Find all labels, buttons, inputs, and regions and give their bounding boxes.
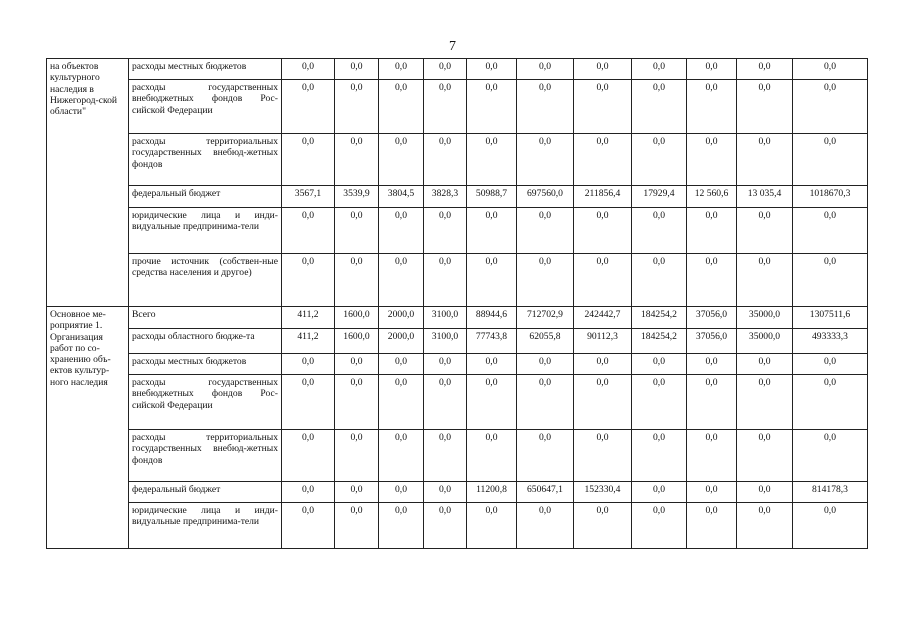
value-cell: 0,0 (687, 430, 737, 482)
value-cell: 0,0 (793, 134, 868, 186)
value-cell: 0,0 (687, 59, 737, 80)
value-cell: 0,0 (335, 80, 379, 134)
funding-source-cell: юридические лица и инди-видуальные предпринима-тели (129, 503, 282, 549)
value-cell: 0,0 (379, 354, 424, 375)
value-cell: 0,0 (793, 375, 868, 430)
value-cell: 2000,0 (379, 307, 424, 329)
table-body (47, 59, 868, 549)
value-cell: 0,0 (793, 430, 868, 482)
value-cell: 0,0 (424, 59, 467, 80)
value-cell: 3828,3 (424, 186, 467, 208)
value-cell: 0,0 (737, 375, 793, 430)
value-cell: 411,2 (282, 307, 335, 329)
value-cell: 0,0 (574, 354, 632, 375)
value-cell: 35000,0 (737, 329, 793, 354)
value-cell: 0,0 (687, 208, 737, 254)
table-row (47, 375, 868, 430)
funding-source-cell: прочие источник (собствен-ные средства населения и другое) (129, 254, 282, 307)
funding-source-cell: федеральный бюджет (129, 482, 282, 503)
value-cell: 11200,8 (467, 482, 517, 503)
value-cell: 1018670,3 (793, 186, 868, 208)
value-cell: 0,0 (517, 254, 574, 307)
value-cell: 3804,5 (379, 186, 424, 208)
value-cell: 1600,0 (335, 307, 379, 329)
value-cell: 0,0 (424, 80, 467, 134)
value-cell: 0,0 (574, 375, 632, 430)
value-cell: 0,0 (467, 208, 517, 254)
activity-name-cell: на объектов культурного наследия в Нижегород-ской области" (47, 59, 129, 307)
value-cell: 0,0 (424, 375, 467, 430)
value-cell: 0,0 (467, 254, 517, 307)
value-cell: 0,0 (737, 482, 793, 503)
value-cell: 697560,0 (517, 186, 574, 208)
value-cell: 0,0 (282, 208, 335, 254)
funding-source-cell: расходы государственных внебюджетных фондов Рос-сийской Федерации (129, 375, 282, 430)
value-cell: 0,0 (574, 134, 632, 186)
value-cell: 184254,2 (632, 307, 687, 329)
table-row (47, 307, 868, 329)
value-cell: 0,0 (517, 503, 574, 549)
value-cell: 0,0 (632, 208, 687, 254)
value-cell: 0,0 (793, 59, 868, 80)
value-cell: 0,0 (424, 430, 467, 482)
funding-source-cell: юридические лица и инди-видуальные предпринима-тели (129, 208, 282, 254)
value-cell: 0,0 (737, 134, 793, 186)
value-cell: 0,0 (632, 354, 687, 375)
value-cell: 0,0 (737, 254, 793, 307)
value-cell: 0,0 (335, 254, 379, 307)
value-cell: 0,0 (687, 375, 737, 430)
value-cell: 0,0 (517, 430, 574, 482)
table-row (47, 503, 868, 549)
value-cell: 0,0 (467, 375, 517, 430)
value-cell: 0,0 (282, 354, 335, 375)
value-cell: 0,0 (282, 59, 335, 80)
value-cell: 411,2 (282, 329, 335, 354)
value-cell: 17929,4 (632, 186, 687, 208)
value-cell: 0,0 (632, 59, 687, 80)
value-cell: 0,0 (687, 503, 737, 549)
value-cell: 0,0 (335, 430, 379, 482)
value-cell: 0,0 (793, 503, 868, 549)
value-cell: 0,0 (687, 80, 737, 134)
value-cell: 0,0 (282, 254, 335, 307)
funding-source-cell: расходы местных бюджетов (129, 59, 282, 80)
value-cell: 152330,4 (574, 482, 632, 503)
value-cell: 0,0 (737, 503, 793, 549)
value-cell: 0,0 (737, 59, 793, 80)
table-row (47, 186, 868, 208)
table-row (47, 329, 868, 354)
value-cell: 211856,4 (574, 186, 632, 208)
value-cell: 0,0 (632, 482, 687, 503)
value-cell: 0,0 (687, 354, 737, 375)
table-row (47, 59, 868, 80)
value-cell: 0,0 (574, 430, 632, 482)
value-cell: 184254,2 (632, 329, 687, 354)
value-cell: 0,0 (282, 80, 335, 134)
value-cell: 493333,3 (793, 329, 868, 354)
value-cell: 0,0 (632, 430, 687, 482)
page-number: 7 (449, 39, 456, 54)
value-cell: 242442,7 (574, 307, 632, 329)
value-cell: 0,0 (424, 208, 467, 254)
value-cell: 1600,0 (335, 329, 379, 354)
value-cell: 0,0 (379, 375, 424, 430)
value-cell: 0,0 (687, 254, 737, 307)
value-cell: 0,0 (467, 503, 517, 549)
value-cell: 0,0 (379, 254, 424, 307)
funding-source-cell: расходы территориальных государственных внебюд-жетных фондов (129, 134, 282, 186)
table-row (47, 430, 868, 482)
value-cell: 0,0 (282, 134, 335, 186)
value-cell: 1307511,6 (793, 307, 868, 329)
table-row (47, 482, 868, 503)
value-cell: 0,0 (335, 134, 379, 186)
table-row (47, 354, 868, 375)
value-cell: 650647,1 (517, 482, 574, 503)
value-cell: 0,0 (793, 354, 868, 375)
value-cell: 0,0 (282, 503, 335, 549)
value-cell: 814178,3 (793, 482, 868, 503)
value-cell: 0,0 (379, 503, 424, 549)
value-cell: 0,0 (335, 59, 379, 80)
value-cell: 0,0 (424, 503, 467, 549)
value-cell: 712702,9 (517, 307, 574, 329)
value-cell: 62055,8 (517, 329, 574, 354)
value-cell: 0,0 (632, 375, 687, 430)
value-cell: 88944,6 (467, 307, 517, 329)
value-cell: 0,0 (517, 80, 574, 134)
value-cell: 0,0 (737, 430, 793, 482)
value-cell: 2000,0 (379, 329, 424, 354)
value-cell: 50988,7 (467, 186, 517, 208)
value-cell: 0,0 (687, 482, 737, 503)
value-cell: 0,0 (574, 59, 632, 80)
value-cell: 77743,8 (467, 329, 517, 354)
value-cell: 0,0 (379, 59, 424, 80)
value-cell: 0,0 (632, 254, 687, 307)
value-cell: 0,0 (335, 482, 379, 503)
value-cell: 0,0 (282, 375, 335, 430)
value-cell: 0,0 (632, 80, 687, 134)
value-cell: 0,0 (424, 482, 467, 503)
table-row (47, 208, 868, 254)
value-cell: 0,0 (574, 503, 632, 549)
value-cell: 0,0 (517, 354, 574, 375)
value-cell: 0,0 (424, 254, 467, 307)
value-cell: 0,0 (574, 254, 632, 307)
value-cell: 0,0 (335, 375, 379, 430)
value-cell: 0,0 (467, 430, 517, 482)
value-cell: 0,0 (282, 430, 335, 482)
value-cell: 0,0 (467, 59, 517, 80)
value-cell: 0,0 (574, 208, 632, 254)
funding-source-cell: расходы местных бюджетов (129, 354, 282, 375)
value-cell: 0,0 (467, 134, 517, 186)
value-cell: 0,0 (335, 208, 379, 254)
value-cell: 0,0 (793, 208, 868, 254)
value-cell: 0,0 (517, 59, 574, 80)
value-cell: 0,0 (335, 503, 379, 549)
value-cell: 37056,0 (687, 307, 737, 329)
value-cell: 12 560,6 (687, 186, 737, 208)
value-cell: 3567,1 (282, 186, 335, 208)
funding-source-cell: расходы областного бюдже-та (129, 329, 282, 354)
value-cell: 0,0 (379, 208, 424, 254)
value-cell: 0,0 (793, 80, 868, 134)
value-cell: 3100,0 (424, 329, 467, 354)
funding-source-cell: расходы государственных внебюджетных фондов Рос-сийской Федерации (129, 80, 282, 134)
value-cell: 0,0 (632, 134, 687, 186)
value-cell: 0,0 (517, 375, 574, 430)
value-cell: 0,0 (379, 430, 424, 482)
funding-source-cell: Всего (129, 307, 282, 329)
value-cell: 0,0 (424, 134, 467, 186)
value-cell: 0,0 (467, 354, 517, 375)
value-cell: 0,0 (379, 80, 424, 134)
table-row (47, 80, 868, 134)
value-cell: 0,0 (737, 354, 793, 375)
value-cell: 0,0 (793, 254, 868, 307)
value-cell: 0,0 (379, 134, 424, 186)
activity-name-cell: Основное ме-роприятие 1. Организация работ по со-хранению объ-ектов культур-ного наследия (47, 307, 129, 549)
funding-source-cell: расходы территориальных государственных внебюд-жетных фондов (129, 430, 282, 482)
value-cell: 0,0 (517, 208, 574, 254)
value-cell: 3100,0 (424, 307, 467, 329)
value-cell: 0,0 (632, 503, 687, 549)
table-row (47, 134, 868, 186)
value-cell: 0,0 (335, 354, 379, 375)
value-cell: 0,0 (737, 80, 793, 134)
budget-table (46, 58, 868, 549)
value-cell: 0,0 (282, 482, 335, 503)
value-cell: 0,0 (737, 208, 793, 254)
value-cell: 90112,3 (574, 329, 632, 354)
value-cell: 37056,0 (687, 329, 737, 354)
value-cell: 0,0 (379, 482, 424, 503)
table-row (47, 254, 868, 307)
value-cell: 0,0 (517, 134, 574, 186)
value-cell: 3539,9 (335, 186, 379, 208)
value-cell: 0,0 (574, 80, 632, 134)
value-cell: 0,0 (424, 354, 467, 375)
value-cell: 0,0 (687, 134, 737, 186)
value-cell: 0,0 (467, 80, 517, 134)
value-cell: 35000,0 (737, 307, 793, 329)
funding-source-cell: федеральный бюджет (129, 186, 282, 208)
value-cell: 13 035,4 (737, 186, 793, 208)
